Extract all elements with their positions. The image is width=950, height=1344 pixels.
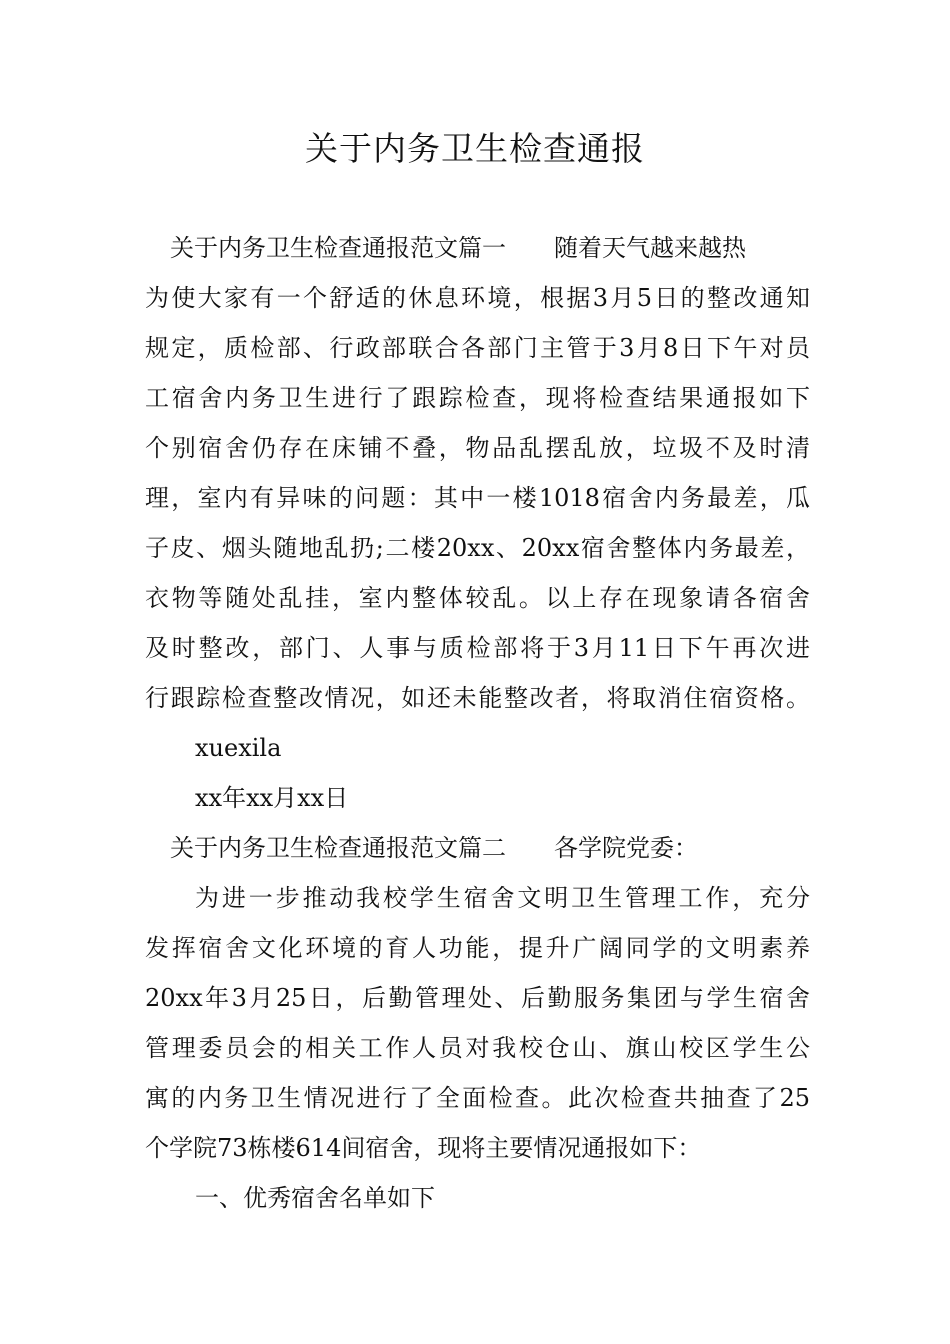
section2-line-1: 发挥宿舍文化环境的育人功能，提升广阔同学的文明素养 <box>145 934 810 962</box>
section1-line-1: 为使大家有一个舒适的休息环境，根据3月5日的整改通知 <box>145 284 810 312</box>
section2-line-4: 寓的内务卫生情况进行了全面检查。此次检查共抽查了25 <box>145 1084 810 1112</box>
section2-line-2: 20xx年3月25日，后勤管理处、后勤服务集团与学生宿舍 <box>145 984 810 1012</box>
section2-line-3: 管理委员会的相关工作人员对我校仓山、旗山校区学生公 <box>145 1034 810 1062</box>
section1-line-7: 衣物等随处乱挂，室内整体较乱。以上存在现象请各宿舍 <box>145 584 810 612</box>
section1-line-9: 行跟踪检查整改情况，如还未能整改者，将取消住宿资格。 <box>145 684 810 712</box>
section2-heading: 关于内务卫生检查通报范文篇二 <box>170 834 506 862</box>
section1-line-4: 个别宿舍仍存在床铺不叠，物品乱摆乱放，垃圾不及时清 <box>145 434 810 462</box>
document-title: 关于内务卫生检查通报 <box>305 129 645 168</box>
section1-line-5: 理，室内有异味的问题：其中一楼1018宿舍内务最差，瓜 <box>145 484 810 512</box>
section1-line-6: 子皮、烟头随地乱扔;二楼20xx、20xx宿舍整体内务最差， <box>145 534 810 562</box>
section1-heading-line <box>170 230 810 266</box>
section1-line-8: 及时整改，部门、人事与质检部将于3月11日下午再次进 <box>145 634 810 662</box>
section1-heading-tail: 随着天气越来越热 <box>554 234 746 262</box>
section2-heading-line <box>170 830 810 866</box>
section2-heading-tail: 各学院党委： <box>554 834 698 862</box>
section2-subheading: 一、优秀宿舍名单如下 <box>195 1184 435 1212</box>
section1-line-2: 规定，质检部、行政部联合各部门主管于3月8日下午对员 <box>145 334 810 362</box>
section1-heading: 关于内务卫生检查通报范文篇一 <box>170 234 506 262</box>
section1-line-3: 工宿舍内务卫生进行了跟踪检查，现将检查结果通报如下 <box>145 384 810 412</box>
section1-signature: xuexila <box>195 734 282 762</box>
section2-first-line: 为进一步推动我校学生宿舍文明卫生管理工作，充分 <box>195 884 810 912</box>
section1-date: xx年xx月xx日 <box>195 784 349 812</box>
section2-line-5: 个学院73栋楼614间宿舍，现将主要情况通报如下： <box>145 1134 702 1162</box>
